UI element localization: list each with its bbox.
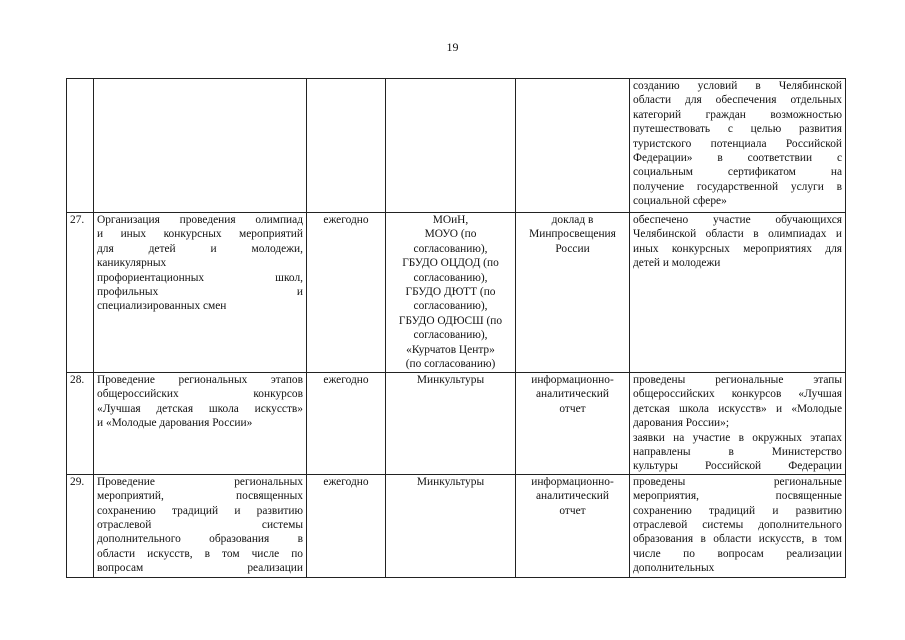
expected-result (630, 213, 846, 373)
term: ежегодно (307, 213, 386, 373)
text-line: Федерации» в соответствии с (633, 152, 842, 165)
text-line: Минкультуры (416, 374, 485, 386)
text-line: и «Молодые дарования России» (97, 417, 253, 430)
term: ежегодно (307, 474, 386, 577)
text-line: (по согласованию) (405, 358, 496, 371)
text-line: Проведение региональных (97, 475, 303, 488)
text-line: путешествовать с целью развития (633, 123, 842, 136)
text-line: «Курчатов Центр» (406, 343, 495, 356)
executor (386, 373, 516, 475)
expected-result (630, 373, 846, 475)
text-line: Проведение региональных этапов (97, 374, 303, 386)
text-line: мероприятий, посвященных (97, 490, 303, 503)
row-number: 27. (67, 213, 94, 373)
table-row (67, 474, 846, 577)
event-description (94, 213, 307, 373)
text-line: МОУО (по (424, 228, 477, 241)
text-line: категорий граждан возможностью (633, 108, 842, 121)
text-line: проведены региональные (633, 475, 842, 488)
cell-number (67, 79, 94, 213)
text-line: созданию условий в Челябинской (633, 80, 842, 92)
text-line: для детей и молодежи, (97, 242, 303, 255)
text-line: образования в области искусств, в том (633, 533, 842, 546)
text-line: Минпросвещения (529, 228, 616, 241)
report-form (516, 373, 630, 475)
text-line: заявки на участие в окружных этапах (633, 431, 842, 444)
text-line: дарования России»; (633, 417, 729, 430)
text-line: получение государственной услуги в (633, 180, 842, 193)
text-line: доклад в (551, 214, 594, 226)
text-line: ГБУДО ОДЮСШ (по (398, 314, 503, 327)
text-line: аналитический (535, 388, 609, 401)
term: ежегодно (307, 373, 386, 475)
text-line: каникулярных (97, 257, 167, 270)
report-form (516, 474, 630, 577)
cell-report-form (516, 79, 630, 213)
text-line: Минкультуры (416, 475, 485, 488)
text-line: туристского потенциала Российской (633, 137, 842, 150)
text-line: профильных и (97, 286, 303, 299)
text-line: «Лучшая детская школа искусств» (97, 402, 303, 415)
text-line: согласованию), (413, 242, 488, 255)
text-line: ГБУДО ДЮТТ (по (405, 286, 496, 299)
text-line: области для обеспечения отдельных (633, 94, 842, 107)
text-line: ГБУДО ОЦДОД (по (402, 257, 499, 270)
text-line: отчет (559, 402, 586, 415)
table-row-continuation (67, 79, 846, 213)
text-line: иных конкурсных мероприятиях для (633, 242, 842, 255)
text-line: Челябинской области в олимпиадах и (633, 228, 842, 241)
text-line: области искусств, в том числе по (97, 547, 303, 560)
text-line: отраслевой системы (97, 519, 303, 532)
text-line: МОиН, (432, 214, 469, 226)
text-line: дополнительных (633, 562, 715, 575)
text-line: и иных конкурсных мероприятий (97, 228, 303, 241)
text-line: сохранению традиций и развитию (97, 504, 303, 517)
text-line: согласованию), (413, 271, 488, 284)
text-line: информационно- (531, 374, 614, 386)
text-line: согласованию), (413, 329, 488, 342)
text-line: мероприятия, посвященные (633, 490, 842, 503)
text-line: профориентационных школ, (97, 271, 303, 284)
row-number: 28. (67, 373, 94, 475)
text-line: отчет (559, 504, 586, 517)
cell-event (94, 79, 307, 213)
report-form (516, 213, 630, 373)
text-line: обеспечено участие обучающихся (633, 214, 842, 226)
event-description (94, 373, 307, 475)
executor (386, 213, 516, 373)
text-line: числе по вопросам реализации (633, 547, 842, 560)
page-number: 19 (446, 40, 459, 54)
text-line: детская школа искусств» и «Молодые (633, 402, 842, 415)
text-line: культуры Российской Федерации (633, 460, 842, 473)
text-line: вопросам реализации (97, 562, 303, 575)
text-line: детей и молодежи (633, 257, 721, 270)
text-line: аналитический (535, 490, 609, 503)
text-line: социальной сфере» (633, 195, 727, 208)
event-description (94, 474, 307, 577)
text-line: сохранению традиций и развитию (633, 504, 842, 517)
text-line: отраслевой системы дополнительного (633, 519, 842, 532)
table-row (67, 213, 846, 373)
plan-table (66, 78, 846, 578)
text-line: общероссийских конкурсов «Лучшая (633, 388, 842, 401)
text-line: дополнительного образования в (97, 533, 303, 546)
cell-executor (386, 79, 516, 213)
text-line: проведены региональные этапы (633, 374, 842, 386)
text-line: социальным сертификатом на (633, 166, 842, 179)
cell-result (630, 79, 846, 213)
text-line: России (555, 242, 590, 255)
executor (386, 474, 516, 577)
text-line: направлены в Министерство (633, 446, 842, 459)
expected-result (630, 474, 846, 577)
cell-term (307, 79, 386, 213)
row-number: 29. (67, 474, 94, 577)
table-row (67, 373, 846, 475)
text-line: информационно- (531, 475, 614, 488)
text-line: Организация проведения олимпиад (97, 214, 303, 226)
text-line: специализированных смен (97, 300, 227, 313)
text-line: общероссийских конкурсов (97, 388, 303, 401)
text-line: согласованию), (413, 300, 488, 313)
